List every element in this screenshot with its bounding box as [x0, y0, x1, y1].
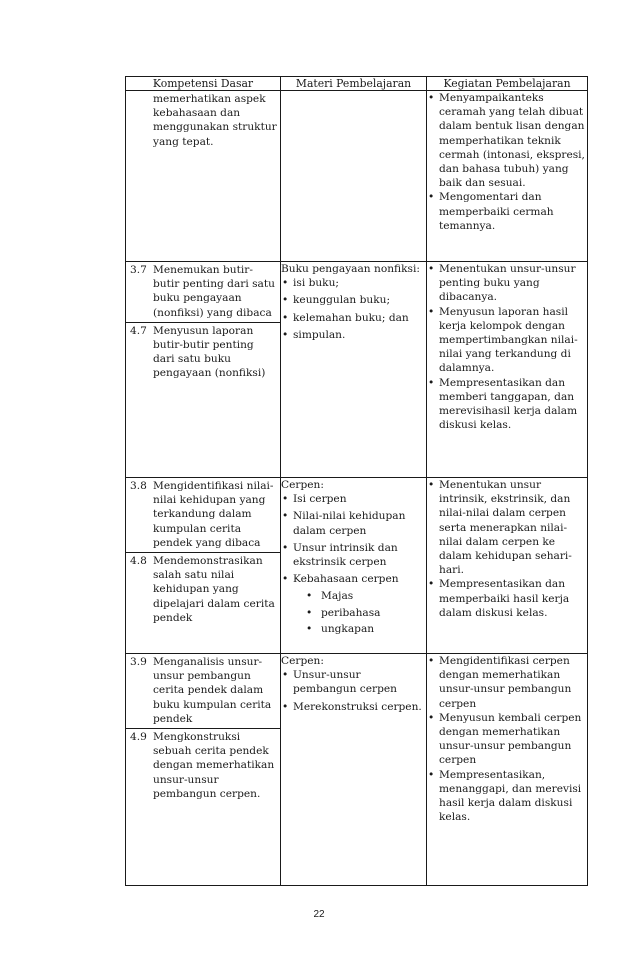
kd-text: memerhatikan aspek kebahasaan dan menggunakan struktur yang tepat. — [153, 93, 277, 148]
table-row — [126, 262, 588, 478]
materi-cell — [281, 654, 427, 886]
page-number: 22 — [313, 909, 325, 920]
materi-item: • kelemahan buku; dan — [281, 311, 426, 325]
kd-item — [126, 728, 280, 803]
kd-cell — [126, 478, 281, 654]
kegiatan-item: • Mengomentari dan memperbaiki cermah temannya. — [427, 190, 587, 233]
kd-item — [126, 322, 280, 383]
kd-cell — [126, 654, 281, 886]
kd-item — [126, 478, 280, 552]
header-kompetensi-dasar: Kompetensi Dasar — [126, 77, 281, 91]
kd-cell — [126, 91, 281, 262]
kegiatan-item: • Mempresentasikan dan memberi tanggapan, dan merevisihasil kerja dalam diskusi kelas. — [427, 376, 587, 433]
kd-text: Menyusun laporan butir-butir penting dari satu buku pengayaan (nonfiksi) — [153, 324, 266, 380]
materi-item: • Merekonstruksi cerpen. — [281, 700, 426, 714]
kd-number: 3.7 — [130, 264, 147, 276]
kd-text: Mendemonstrasikan salah satu nilai kehidupan yang dipelajari dalam cerita pendek — [153, 555, 275, 624]
kd-text: Mengkonstruksi sebuah cerita pendek dengan memerhatikan unsur-unsur pembangun cerpen. — [153, 731, 275, 800]
kd-number: 3.8 — [130, 480, 147, 492]
table-row — [126, 478, 588, 654]
kegiatan-cell — [427, 262, 588, 478]
kegiatan-item: • Menentukan unsur-unsur penting buku yang dibacanya. — [427, 262, 587, 305]
kegiatan-item: • Menyampaikanteks ceramah yang telah dibuat dalam bentuk lisan dengan memperhatikan teknik cermah (intonasi, ekspresi, dan bahasa tubuh) yang baik dan sesuai. — [427, 91, 587, 190]
materi-cell — [281, 478, 427, 654]
table-row — [126, 654, 588, 886]
table-row — [126, 91, 588, 262]
materi-item: • Kebahasaan cerpen — [281, 572, 426, 586]
kd-item — [126, 91, 280, 151]
kd-text: Menganalisis unsur-unsur pembangun cerita pendek dalam buku kumpulan cerita pendek — [153, 656, 272, 725]
materi-item: • simpulan. — [281, 328, 426, 342]
materi-item: • keunggulan buku; — [281, 293, 426, 307]
kegiatan-item: • Menyusun kembali cerpen dengan memerhatikan unsur-unsur pembangun cerpen — [427, 711, 587, 768]
kegiatan-item: • Mempresentasikan dan memperbaiki hasil kerja dalam diskusi kelas. — [427, 577, 587, 620]
materi-item: • Unsur-unsur pembangun cerpen — [281, 668, 426, 696]
kd-item — [126, 262, 280, 322]
kegiatan-cell — [427, 91, 588, 262]
kd-text: Menemukan butir-butir penting dari satu buku pengayaan (nonfiksi) yang dibaca — [153, 264, 275, 319]
materi-intro: Cerpen: — [281, 655, 324, 667]
materi-subitem: • peribahasa — [305, 606, 426, 620]
kd-number: 4.7 — [130, 324, 147, 337]
kd-number: 4.9 — [130, 731, 147, 744]
materi-cell — [281, 91, 427, 262]
kegiatan-cell — [427, 478, 588, 654]
materi-item: • Isi cerpen — [281, 492, 426, 506]
header-kegiatan-pembelajaran: Kegiatan Pembelajaran — [427, 77, 588, 91]
kd-number: 3.9 — [130, 656, 147, 668]
kd-item — [126, 654, 280, 728]
syllabus-table — [125, 76, 588, 886]
header-materi-pembelajaran: Materi Pembelajaran — [281, 77, 427, 91]
table-header-row — [126, 77, 588, 91]
materi-subitem: • Majas — [305, 589, 426, 603]
kegiatan-item: • Menentukan unsur intrinsik, ekstrinsik, dan nilai-nilai dalam cerpen serta menerapkan nilai-nilai dalam cerpen ke dalam kehidupan sehari-hari. — [427, 478, 587, 577]
kd-number: 4.8 — [130, 555, 147, 568]
kd-cell — [126, 262, 281, 478]
kd-text: Mengidentifikasi nilai-nilai kehidupan yang terkandung dalam kumpulan cerita pendek yang dibaca — [153, 480, 274, 549]
materi-intro: Cerpen: — [281, 479, 324, 491]
kegiatan-item: • Mengidentifikasi cerpen dengan memerhatikan unsur-unsur pembangun cerpen — [427, 654, 587, 711]
kegiatan-item: • Menyusun laporan hasil kerja kelompok dengan mempertimbangkan nilai-nilai yang terkandung di dalamnya. — [427, 305, 587, 376]
materi-item: • isi buku; — [281, 276, 426, 290]
kegiatan-item: • Mempresentasikan, menanggapi, dan merevisi hasil kerja dalam diskusi kelas. — [427, 768, 587, 825]
materi-item: • Unsur intrinsik dan ekstrinsik cerpen — [281, 541, 426, 569]
materi-intro: Buku pengayaan nonfiksi: — [281, 263, 420, 275]
kd-item — [126, 552, 280, 627]
materi-item: • Nilai-nilai kehidupan dalam cerpen — [281, 509, 426, 537]
materi-subitem: • ungkapan — [305, 622, 426, 636]
kegiatan-cell — [427, 654, 588, 886]
materi-cell — [281, 262, 427, 478]
